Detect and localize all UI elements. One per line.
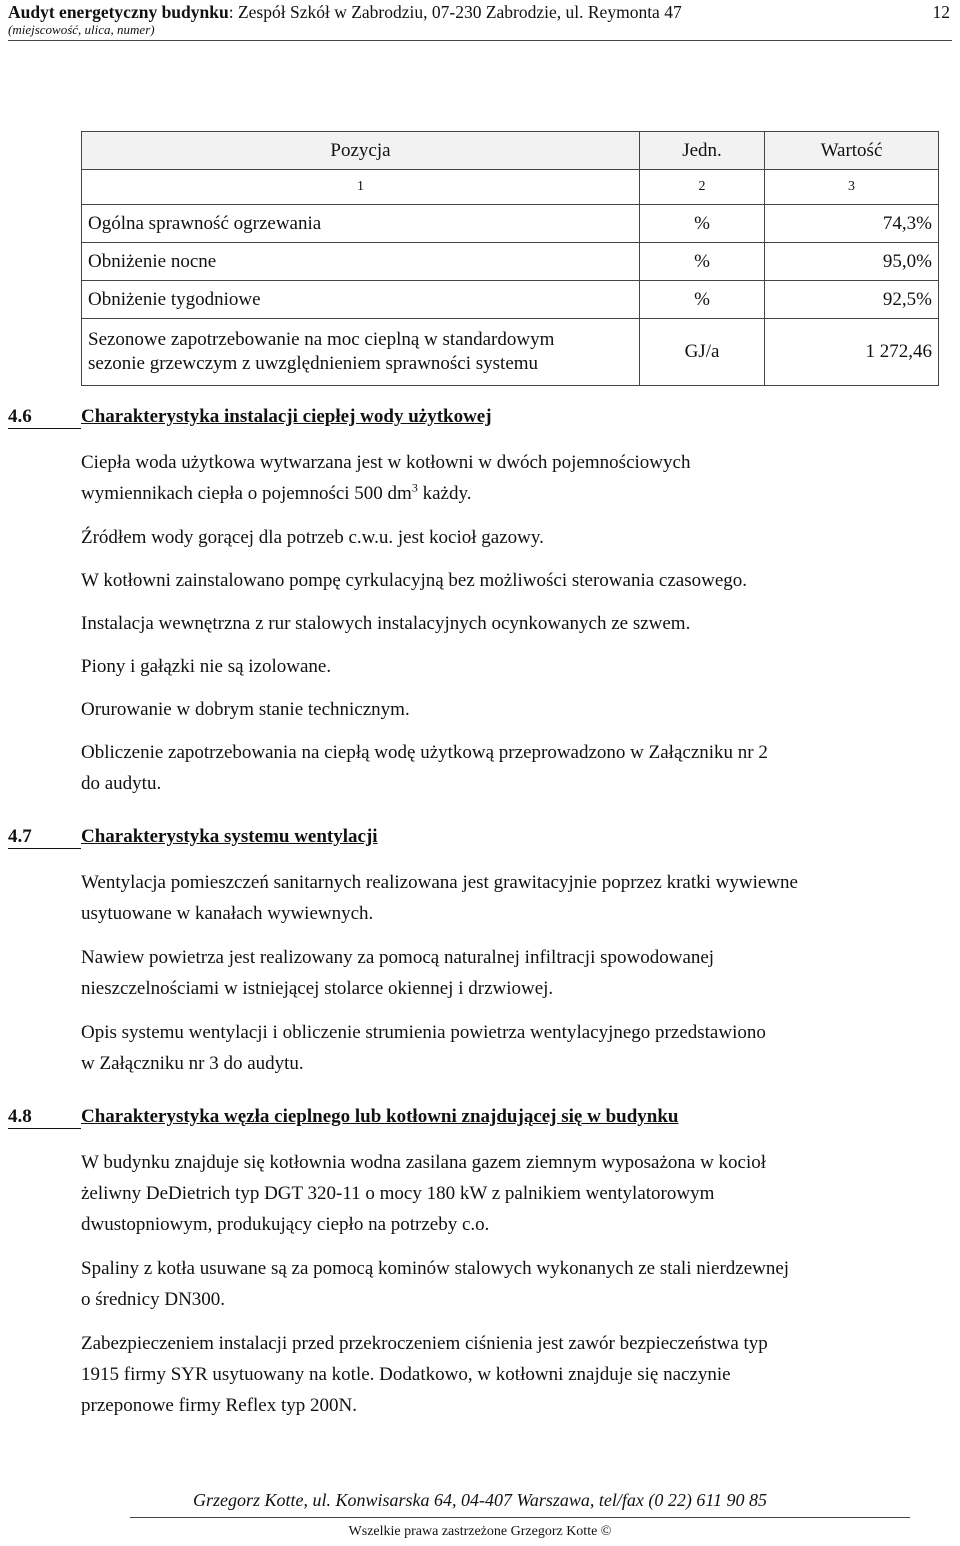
text-line: Zabezpieczeniem instalacji przed przekroczeniem ciśnienia jest zawór bezpieczeństwa typ: [81, 1333, 768, 1354]
text-line: Opis systemu wentylacji i obliczenie strumienia powietrza wentylacyjnego przedstawiono: [81, 1022, 766, 1043]
text-line: Obliczenie zapotrzebowania na ciepłą wodę użytkową przeprowadzono w Załączniku nr 2: [81, 742, 768, 763]
table-row: [82, 205, 939, 243]
header-unit: Jedn.: [640, 132, 765, 170]
table-header-row: [82, 132, 939, 170]
section-number: 4.6: [8, 406, 81, 429]
table-column-numbers-row: [82, 170, 939, 205]
text-line: żeliwny DeDietrich typ DGT 320-11 o mocy 180 kW z palnikiem wentylatorowym: [81, 1183, 715, 1204]
text-line: wymiennikach ciepła o pojemności 500 dm: [81, 483, 412, 504]
row-label: Obniżenie nocne: [82, 243, 640, 281]
table-row: [82, 281, 939, 319]
document-title: [8, 2, 682, 23]
footer-divider: [130, 1517, 910, 1518]
page-header: [8, 0, 952, 41]
row-label: Ogólna sprawność ogrzewania: [82, 205, 640, 243]
text-line-tail: każdy.: [417, 483, 472, 504]
title-bold: Audyt energetyczny budynku: [8, 2, 229, 22]
header-position: Pozycja: [82, 132, 640, 170]
row-label-line: Sezonowe zapotrzebowanie na moc cieplną w standardowym: [88, 329, 555, 350]
row-value: 92,5%: [765, 281, 939, 319]
paragraph: [81, 867, 911, 929]
paragraph: [81, 942, 911, 1004]
text-line: do audytu.: [81, 773, 162, 794]
text-line: Ciepła woda użytkowa wytwarzana jest w kotłowni w dwóch pojemnościowych: [81, 452, 691, 473]
text-line: usytuowane w kanałach wywiewnych.: [81, 903, 374, 924]
paragraph: Instalacja wewnętrzna z rur stalowych instalacyjnych ocynkowanych ze szwem.: [81, 613, 691, 634]
text-line: nieszczelnościami w istniejącej stolarce okiennej i drzwiowej.: [81, 978, 554, 999]
row-value: 74,3%: [765, 205, 939, 243]
text-line: W budynku znajduje się kotłownia wodna zasilana gazem ziemnym wyposażona w kocioł: [81, 1152, 767, 1173]
table-row: [82, 319, 939, 386]
column-number: 1: [82, 170, 640, 205]
text-line: o średnicy DN300.: [81, 1289, 226, 1310]
paragraph: Orurowanie w dobrym stanie technicznym.: [81, 699, 410, 720]
section-title: Charakterystyka instalacji ciepłej wody użytkowej: [81, 406, 492, 427]
footer-copyright: Wszelkie prawa zastrzeżone Grzegorz Kotte ©: [348, 1524, 612, 1539]
section-title: Charakterystyka systemu wentylacji: [81, 826, 378, 847]
section-heading-4-6: [8, 406, 492, 429]
text-line: 1915 firmy SYR usytuowany na kotle. Dodatkowo, w kotłowni znajduje się naczynie: [81, 1364, 731, 1385]
row-value: 1 272,46: [765, 319, 939, 386]
table-row: [82, 243, 939, 281]
paragraph: [81, 1147, 911, 1240]
row-label-line: sezonie grzewczym z uwzględnieniem sprawności systemu: [88, 353, 539, 374]
section-number: 4.7: [8, 826, 81, 849]
text-line: przeponowe firmy Reflex typ 200N.: [81, 1395, 357, 1416]
paragraph: [81, 1328, 911, 1421]
row-unit: %: [640, 243, 765, 281]
text-line: Spaliny z kotła usuwane są za pomocą kominów stalowych wykonanych ze stali nierdzewnej: [81, 1258, 790, 1279]
row-value: 95,0%: [765, 243, 939, 281]
row-label: [82, 319, 640, 386]
text-line: Wentylacja pomieszczeń sanitarnych realizowana jest grawitacyjnie poprzez kratki wywiewne: [81, 872, 798, 893]
paragraph: Źródłem wody gorącej dla potrzeb c.w.u. jest kocioł gazowy.: [81, 527, 544, 548]
text-line: w Załączniku nr 3 do audytu.: [81, 1053, 304, 1074]
paragraph: [81, 1017, 911, 1079]
paragraph: [81, 1253, 911, 1315]
paragraph: [81, 737, 911, 799]
document-subtitle: (miejscowość, ulica, numer): [8, 22, 155, 37]
section-heading-4-7: [8, 826, 378, 849]
section-title: Charakterystyka węzła cieplnego lub kotłowni znajdującej się w budynku: [81, 1106, 679, 1127]
row-unit: %: [640, 205, 765, 243]
heating-efficiency-table: [81, 131, 939, 386]
section-heading-4-8: [8, 1106, 679, 1129]
row-unit: GJ/a: [640, 319, 765, 386]
title-rest: : Zespół Szkół w Zabrodziu, 07-230 Zabrodzie, ul. Reymonta 47: [228, 2, 682, 22]
row-label: Obniżenie tygodniowe: [82, 281, 640, 319]
section-number: 4.8: [8, 1106, 81, 1129]
text-line: dwustopniowym, produkujący ciepło na potrzeby c.o.: [81, 1214, 490, 1235]
paragraph: [81, 447, 911, 509]
paragraph: W kotłowni zainstalowano pompę cyrkulacyjną bez możliwości sterowania czasowego.: [81, 570, 748, 591]
row-unit: %: [640, 281, 765, 319]
header-value: Wartość: [765, 132, 939, 170]
column-number: 3: [765, 170, 939, 205]
footer-address: Grzegorz Kotte, ul. Konwisarska 64, 04-407 Warszawa, tel/fax (0 22) 611 90 85: [192, 1490, 767, 1510]
page-number: 12: [932, 2, 950, 22]
paragraph: Piony i gałązki nie są izolowane.: [81, 656, 332, 677]
text-line: Nawiew powietrza jest realizowany za pomocą naturalnej infiltracji spowodowanej: [81, 947, 715, 968]
superscript: 3: [411, 480, 418, 495]
column-number: 2: [640, 170, 765, 205]
